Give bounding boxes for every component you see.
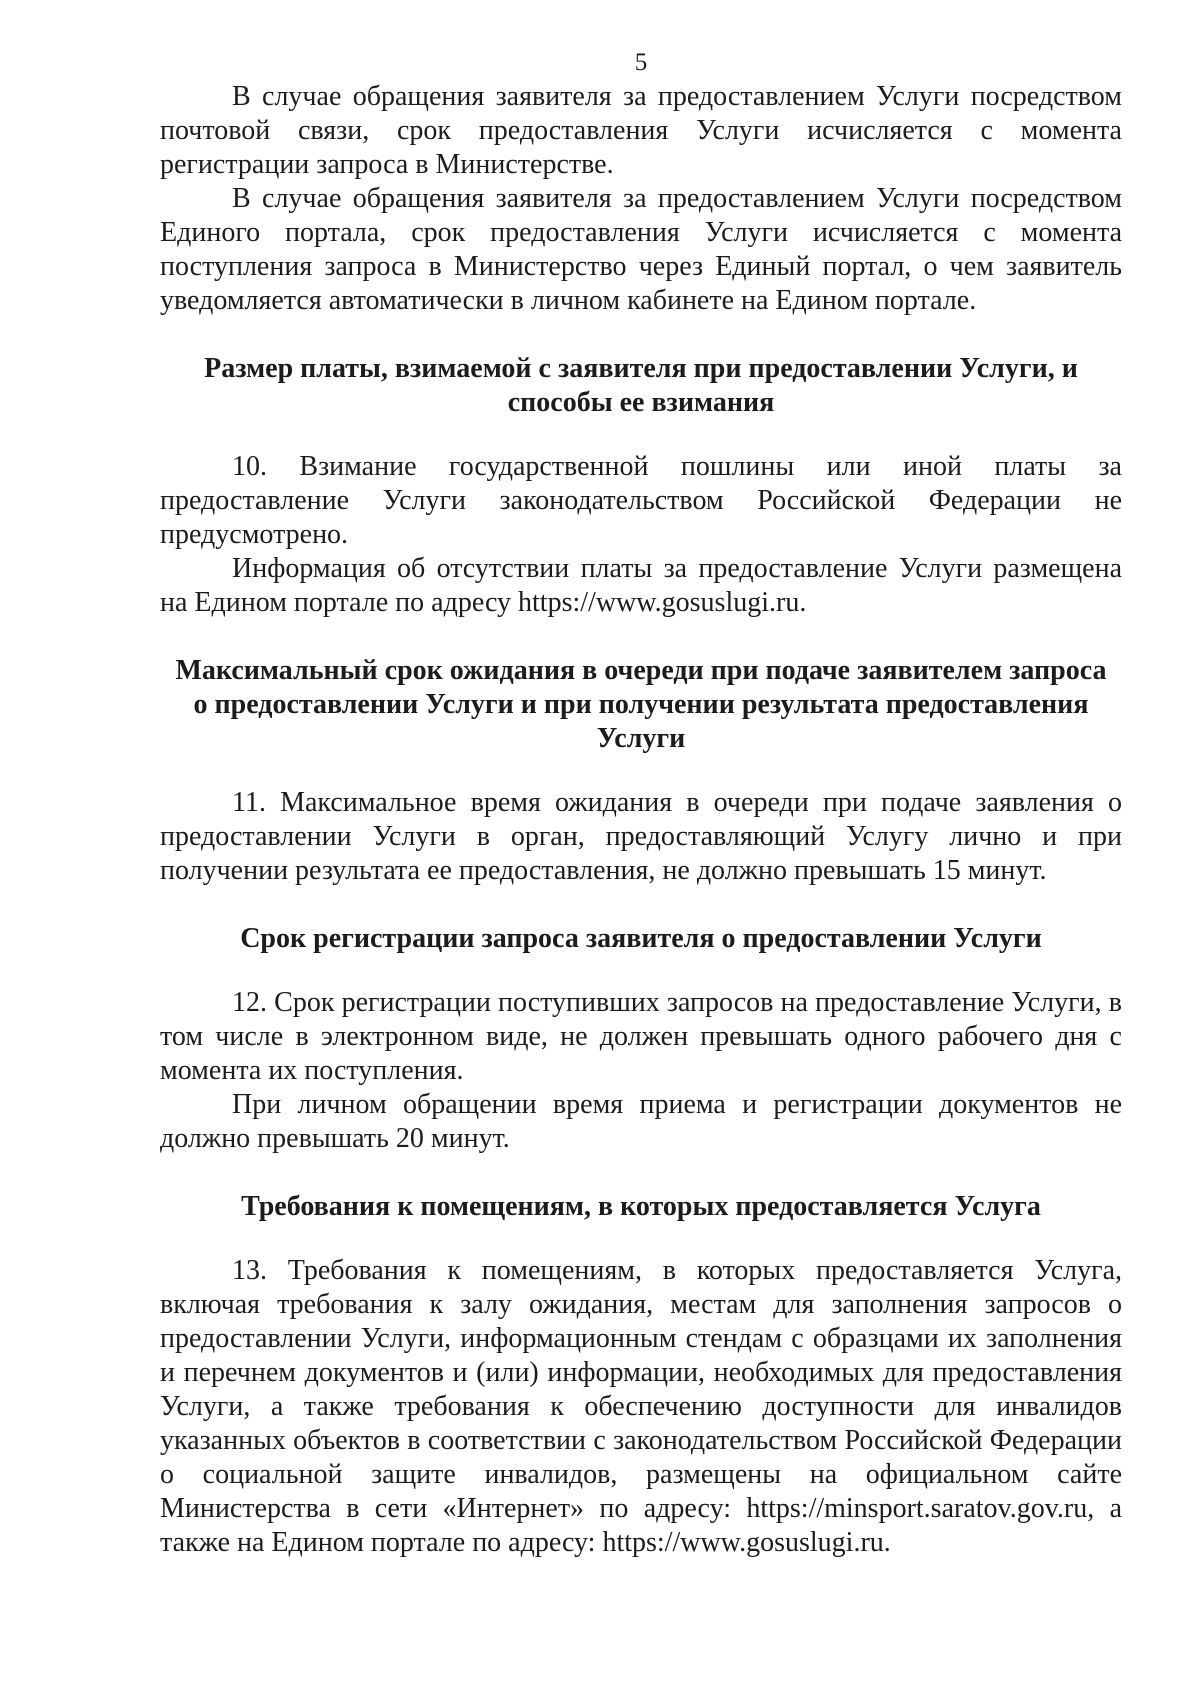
paragraph-personal-visit: При личном обращении время приема и регистрации документов не должно превышать 20 минут. [160, 1089, 1122, 1154]
heading-premises-requirements: Требования к помещениям, в которых предоставляется Услуга [241, 1191, 1041, 1222]
paragraph-item-13: 13. Требования к помещениям, в которых предоставляется Услуга, включая требования к залу ожидания, местам для заполнения запросов о предоставлении Услуги, информационным стендам с образцами их заполнения и перечнем документов и (или) информации, необходимых для предоставления Услуги, а также требования к обеспечению доступности для инвалидов указанных объектов в соответствии с законодательством Российской Федерации о социальной защите инвалидов, размещены на официальном сайте Министерства в сети «Интернет» по адресу: https://minsport.saratov.gov.ru, а также на Едином портале по адресу: https://www.gosuslugi.ru. [160, 1255, 1122, 1558]
paragraph-item-10: 10. Взимание государственной пошлины или иной платы за предоставление Услуги законодательством Российской Федерации не предусмотрено. [160, 451, 1122, 550]
paragraph-no-fee-info: Информация об отсутствии платы за предоставление Услуги размещена на Едином портале по адресу https://www.gosuslugi.ru. [160, 553, 1122, 618]
heading-fee-size: Размер платы, взимаемой с заявителя при предоставлении Услуги, и способы ее взимания [204, 353, 1078, 418]
paragraph-postal-request: В случае обращения заявителя за предоставлением Услуги посредством почтовой связи, срок предоставления Услуги исчисляется с момента регистрации запроса в Министерстве. [160, 81, 1122, 180]
document-page [160, 48, 1122, 1560]
paragraph-item-12: 12. Срок регистрации поступивших запросов на предоставление Услуги, в том числе в электронном виде, не должен превышать одного рабочего дня с момента их поступления. [160, 987, 1122, 1086]
heading-max-queue-time: Максимальный срок ожидания в очереди при подаче заявителем запроса о предоставлении Услуги и при получении результата предоставления Услуги [175, 655, 1107, 754]
paragraph-item-11: 11. Максимальное время ожидания в очереди при подаче заявления о предоставлении Услуги в орган, предоставляющий Услугу лично и при получении результата ее предоставления, не должно превышать 15 минут. [160, 787, 1122, 886]
heading-registration-term: Срок регистрации запроса заявителя о предоставлении Услуги [240, 923, 1042, 954]
page-number: 5 [634, 49, 648, 76]
paragraph-portal-request: В случае обращения заявителя за предоставлением Услуги посредством Единого портала, срок предоставления Услуги исчисляется с момента поступления запроса в Министерство через Единый портал, о чем заявитель уведомляется автоматически в личном кабинете на Едином портале. [160, 183, 1122, 316]
